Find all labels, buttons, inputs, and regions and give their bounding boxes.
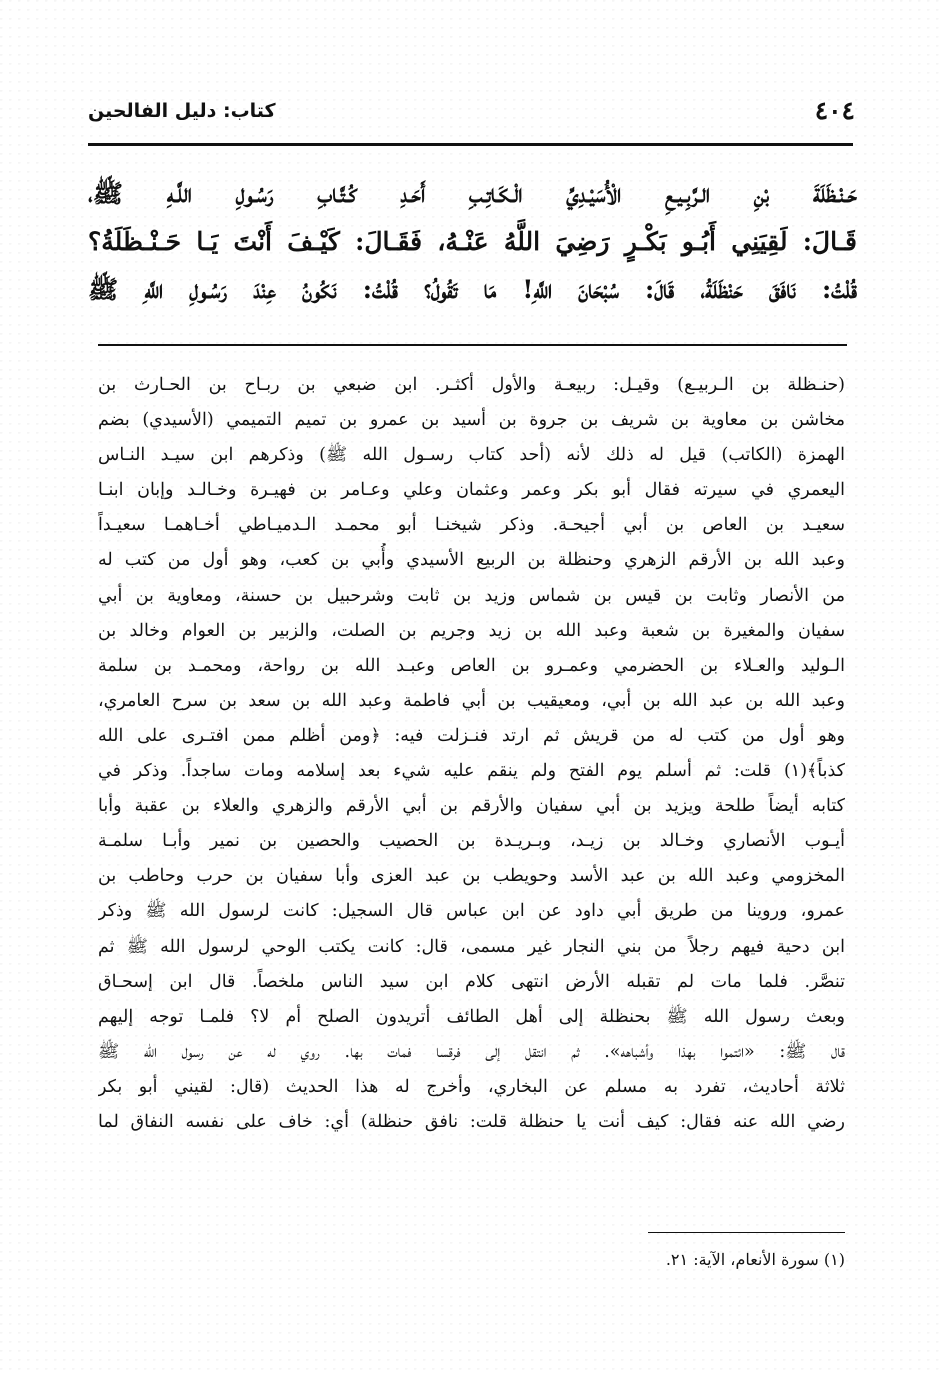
commentary-line: المخزومي وعبد الله بن عبد الأسد وحويطب بن عبد العزى وأبا سفيان بن حرب وحاطب بن <box>98 866 845 887</box>
hadith-text <box>88 170 857 314</box>
commentary-line: وهو أول من كتب له من قريش ثم ارتد فنـزلت فيه: ﴿ومن أظلم ممن افتـرى على الله <box>98 725 845 746</box>
commentary-line: ابن دحية فيهم رجلاً من بني النجار غير مسمى، قال: كانت يكتب الوحي لرسول الله ﷺ ثم <box>98 936 845 957</box>
commentary-line: قال ﷺ: «ائتموا بهذا وأشباهه». ثم انتقل إلى فرقسا فمات بها. روي له عن رسول الله ﷺ <box>98 1041 845 1062</box>
header-divider <box>88 143 853 146</box>
footnote-divider <box>648 1232 845 1233</box>
hadith-line: قَـالَ: لَقِيَنِي أَبُـو بَكْـرٍ رَضِيَ اللَّهُ عَنْـهُ، فَقَـالَ: كَيْـفَ أَنْتَ يَـا حَـنْـظَلَةُ؟ <box>88 227 857 256</box>
commentary-line: كذباً﴾(١) قلت: ثم أسلم يوم الفتح ولم ينقم عليه شيء بعد إسلامه ومات ساجداً. وذكر في <box>98 761 845 782</box>
commentary-line: مخاشن بن معاوية بن شريف بن جروة بن أسيد بن عمرو بن تميم التميمي (الأسيدي) بضم <box>98 410 845 431</box>
commentary-line: تنصَّر. فلما مات لم تقبله الأرض انتهى كلام ابن سيد الناس ملخصاً. قال ابن إسحـاق <box>98 971 845 992</box>
commentary-line: وبعث رسول الله ﷺ بحنظلة إلى أهل الطائف أتريدون الصلح أم لا؟ فلمـا توجه إليهم <box>98 1006 845 1027</box>
commentary-line: كتابه أيضاً طلحة ويزيد بن أبي سفيان والأرقم بن أبي الأرقم والزهري والعلاء بن عقبة وأبا <box>98 796 845 817</box>
commentary-line: الهمزة (الكاتب) قيل له ذلك لأنه (أحد كتاب رسـول الله ﷺ) وذكرهم ابن سيـد النـاس <box>98 445 845 466</box>
book-title: كتاب: دليل الفالحين <box>88 100 276 122</box>
commentary-line: (حنـظلة بن الـربيـع) وقيـل: ربيعـة والأول أكثـر. ابن ضبعي بن ربـاح بن الحـارث بن <box>98 375 845 395</box>
page-number: ٤٠٤ <box>814 96 855 125</box>
commentary-line: عمرو، وروينا من طريق أبي داود عن ابن عباس قال السجيل: كانت لرسول الله ﷺ وذكر <box>98 901 845 922</box>
hadith-line: حَـنْـظَلَةَ بْنِ الـرَّبِـيـعِ الْأُسَيْـدِيِّ الْـكَـاتِـبِ أَحَـدِ كُـتَّـابِ رَسُـولِ اللَّـهِ ﷺ، <box>88 179 857 208</box>
commentary-line: سعيـد بن العاص بن أبي أجيحـة. وذكر شيخنـا أبو محمـد الـدميـاطي أخـاهمـا سعيـداً <box>98 515 845 536</box>
commentary-line: أيـوب الأنصاري وخـالد بن زيـد، وبـريـدة بن الحصيب والحصين بن نمير وأبـا سلمـة <box>98 831 845 852</box>
commentary-line: اليعمري في سيرته فقال أبو بكر وعمر وعثمان وعلي وعـامر بن فهيـرة وخـالـد وإبان ابنـا <box>98 480 845 501</box>
commentary-line: وعبد الله بن عبد الله بن أبي، ومعيقيب بن أبي فاطمة وعبد الله بن سعد بن سرح العامري، <box>98 690 845 711</box>
commentary-line: رضي الله عنه فقال: كيف أنت يا حنظلة قلت: نافق حنظلة) أي: خاف على نفسه النفاق لما <box>98 1111 845 1132</box>
section-divider <box>98 344 847 346</box>
commentary-line: سفيان والمغيرة بن شعبة وعبد الله بن زيد وجريم بن الصلت، والزبير بن العوام وخالد بن <box>98 620 845 641</box>
commentary-line: من الأنصار وثابت بن قيس بن شماس وزيد بن ثابت وشرحبيل بن حسنة، ومعاوية بن أبي <box>98 585 845 606</box>
footnote: (١) سورة الأنعام، الآية: ٢١. <box>665 1250 845 1269</box>
commentary-line: الـوليد والعـلاء بن الحضرمي وعمـرو بن العاص وعبـد الله بن رواحة، ومحمـد بن سلمة <box>98 655 845 676</box>
commentary-text <box>98 368 845 1140</box>
hadith-line: قُلْتُ: نَافَقَ حَنْظَلَةُ، قَالَ: سُبْحَانَ اللَّهِ! مَا تَقُولُ؟ قُلْتُ: نَكُونُ عِنْدَ رَسُـولِ اللَّهِ ﷺ <box>88 275 857 304</box>
commentary-line: ثلاثة أحاديث، تفرد به مسلم عن البخاري، وأخرج له هذا الحديث (قال: لقيني أبو بكر <box>98 1076 845 1097</box>
page-header <box>88 96 855 132</box>
commentary-line: وعبد الله بن الأرقم الزهري وحنظلة بن الربيع الأسيدي وأُبي بن كعب، وهو أول من كتب له <box>98 550 845 571</box>
